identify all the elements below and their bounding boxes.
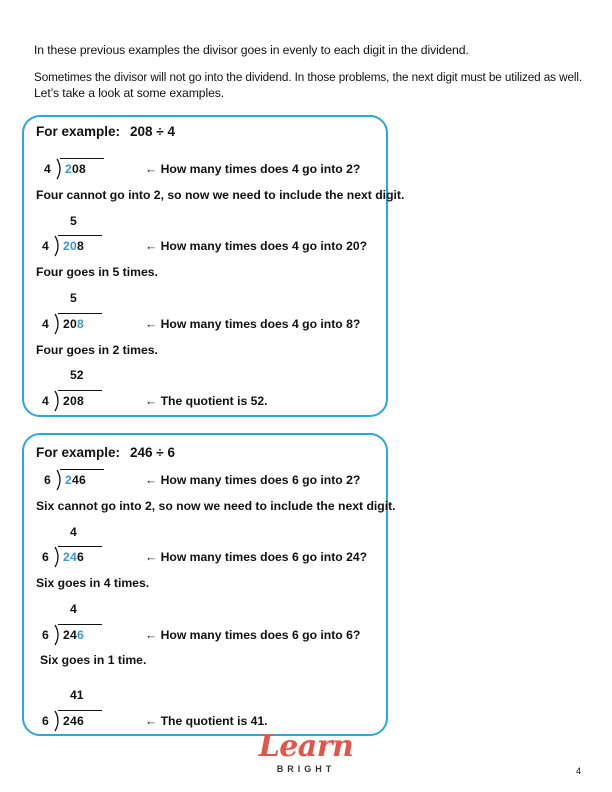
divisor: 6 xyxy=(44,473,51,487)
step-question: ← How many times does 6 go into 24? xyxy=(145,550,368,564)
step-note: Four goes in 5 times. xyxy=(36,265,158,279)
division-bar xyxy=(60,469,104,470)
dividend: 208 xyxy=(63,239,84,253)
dividend: 246 xyxy=(63,714,84,728)
intro-line-2: Sometimes the divisor will not go into the dividend. In those problems, the next digit must be utilized as well. xyxy=(34,70,583,84)
example-1-label: For example: xyxy=(36,124,121,139)
step-note: Four cannot go into 2, so now we need to include the next digit. xyxy=(36,188,405,202)
divisor: 4 xyxy=(42,239,49,253)
step-question: ← How many times does 4 go into 8? xyxy=(145,317,361,331)
example-1-heading xyxy=(36,124,175,139)
logo-word: Learn xyxy=(258,729,354,764)
dividend: 246 xyxy=(63,550,84,564)
step-question: ← How many times does 4 go into 2? xyxy=(145,162,361,176)
divisor: 6 xyxy=(42,628,49,642)
logo-subtitle: BRIGHT xyxy=(276,764,336,774)
divisor: 4 xyxy=(42,394,49,408)
example-2-label: For example: xyxy=(36,445,121,460)
intro-line-3: Let’s take a look at some examples. xyxy=(34,86,225,100)
step-note: Four goes in 2 times. xyxy=(36,343,158,357)
learn-bright-logo xyxy=(256,730,356,782)
quotient: 52 xyxy=(70,368,84,382)
quotient: 41 xyxy=(70,688,84,702)
divisor: 6 xyxy=(42,550,49,564)
divisor: 6 xyxy=(42,714,49,728)
division-bar xyxy=(58,390,102,391)
step-question: ← The quotient is 41. xyxy=(145,714,268,728)
intro-line-1: In these previous examples the divisor goes in evenly to each digit in the dividend. xyxy=(34,43,469,57)
quotient: 4 xyxy=(70,602,77,616)
step-question: ← How many times does 4 go into 20? xyxy=(145,239,368,253)
division-bar xyxy=(58,546,102,547)
quotient: 5 xyxy=(70,291,77,305)
division-bar xyxy=(58,235,102,236)
dividend: 246 xyxy=(65,473,86,487)
page-number: 4 xyxy=(576,766,582,776)
step-note: Six cannot go into 2, so now we need to include the next digit. xyxy=(36,499,396,513)
division-bar xyxy=(58,710,102,711)
example-2-problem: 246 ÷ 6 xyxy=(130,445,175,460)
dividend: 246 xyxy=(63,628,84,642)
quotient: 5 xyxy=(70,214,77,228)
division-bar xyxy=(60,158,104,159)
step-note: Six goes in 4 times. xyxy=(36,576,150,590)
dividend: 208 xyxy=(65,162,86,176)
example-2-heading xyxy=(36,445,175,460)
dividend: 208 xyxy=(63,394,84,408)
step-question: ← How many times does 6 go into 2? xyxy=(145,473,361,487)
step-question: ← The quotient is 52. xyxy=(145,394,268,408)
quotient: 4 xyxy=(70,525,77,539)
division-bar xyxy=(58,313,102,314)
step-note: Six goes in 1 time. xyxy=(40,653,147,667)
step-question: ← How many times does 6 go into 6? xyxy=(145,628,361,642)
divisor: 4 xyxy=(42,317,49,331)
divisor: 4 xyxy=(44,162,51,176)
division-bar xyxy=(58,624,102,625)
example-1-problem: 208 ÷ 4 xyxy=(130,124,175,139)
dividend: 208 xyxy=(63,317,84,331)
